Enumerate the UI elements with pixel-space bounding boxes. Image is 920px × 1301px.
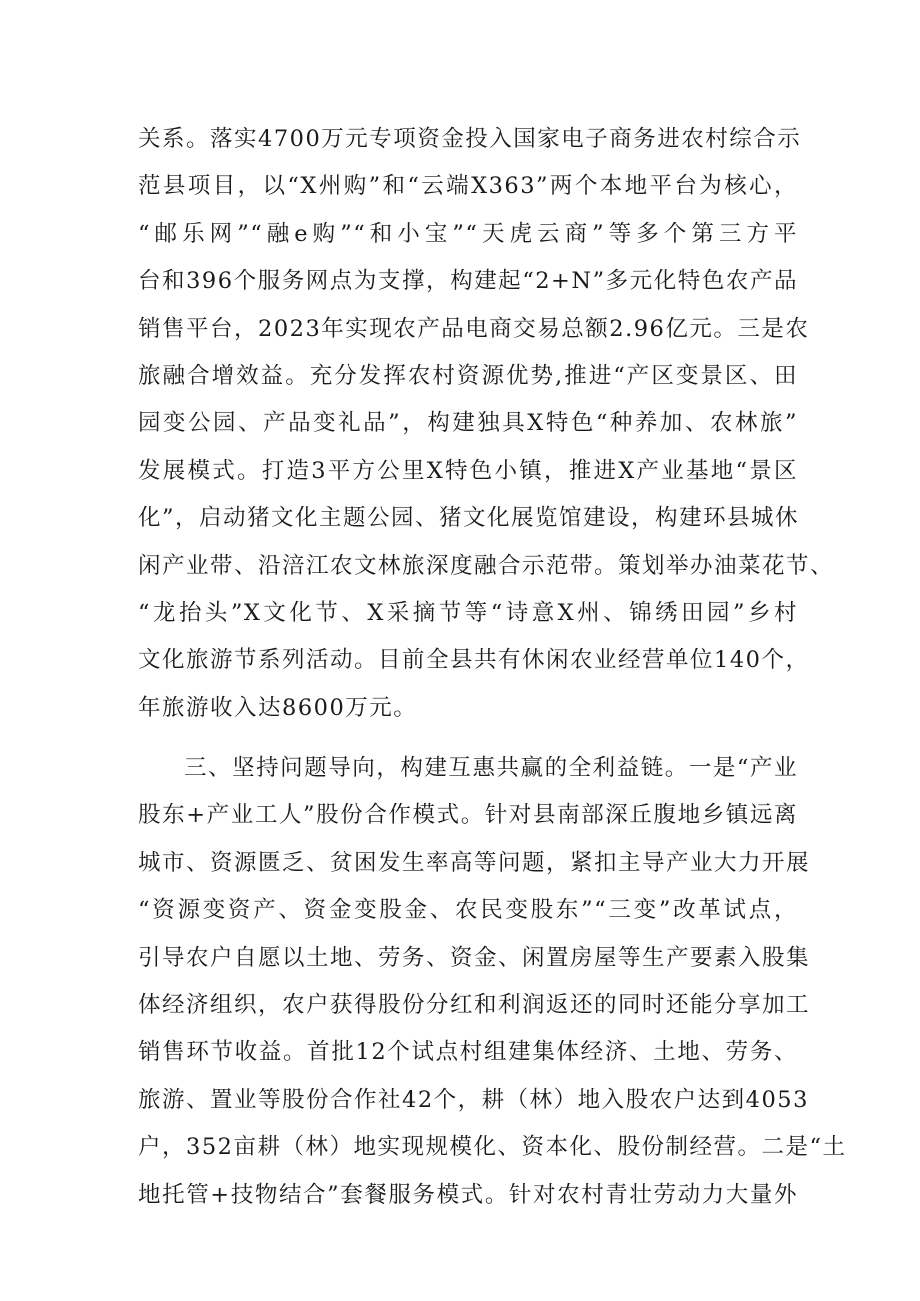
- text-line: 地托管+技物结合”套餐服务模式。针对农村青壮劳动力大量外: [138, 1181, 798, 1208]
- text-line: 年旅游收入达8600万元。: [138, 694, 418, 721]
- text-line: 引导农户自愿以土地、劳务、资金、闲置房屋等生产要素入股集: [138, 944, 811, 971]
- text-line: 园变公园、产品变礼品”，构建独具X特色“种养加、农林旅”: [138, 410, 798, 437]
- paragraph-2: [138, 745, 847, 1219]
- section-heading-line: 三、坚持问题导向，构建互惠共赢的全利益链。一是“产业: [184, 755, 798, 782]
- text-line: 户，352亩耕（林）地实现规模化、资本化、股份制经营。二是“土: [138, 1134, 847, 1161]
- text-line: 股东+产业工人”股份合作模式。针对县南部深丘腹地乡镇远离: [138, 802, 798, 829]
- text-line: 销售环节收益。首批12个试点村组建集体经济、土地、劳务、: [138, 1039, 798, 1066]
- text-line: 发展模式。打造3平方公里X特色小镇，推进X产业基地“景区: [138, 457, 798, 484]
- text-line: 关系。落实4700万元专项资金投入国家电子商务进农村综合示: [138, 126, 802, 152]
- text-line: “龙抬头”X文化节、X采摘节等“诗意X州、锦绣田园”乡村: [138, 599, 798, 626]
- paragraph-spacer: [138, 732, 798, 745]
- text-line: 化”，启动猪文化主题公园、猪文化展览馆建设，构建环县城休: [138, 505, 800, 532]
- text-line: “邮乐网”“融e购”“和小宝”“天虎云商”等多个第三方平: [138, 220, 798, 247]
- text-line: 体经济组织，农户获得股份分红和利润返还的同时还能分享加工: [138, 992, 811, 1019]
- text-line: 旅融合增效益。充分发挥农村资源优势,推进“产区变景区、田: [138, 362, 798, 389]
- text-line: 销售平台，2023年实现农产品电商交易总额2.96亿元。三是农: [138, 315, 810, 342]
- text-line: 文化旅游节系列活动。目前全县共有休闲农业经营单位140个，: [138, 647, 810, 674]
- text-line: “资源变资产、资金变股金、农民变股东”“三变”改革试点，: [138, 897, 798, 924]
- text-line: 范县项目，以“X州购”和“云端X363”两个本地平台为核心，: [138, 173, 798, 200]
- text-line: 闲产业带、沿涪江农文林旅深度融合示范带。策划举办油菜花节、: [138, 552, 835, 579]
- text-line: 城市、资源匮乏、贫困发生率高等问题，紧扣主导产业大力开展: [138, 849, 811, 876]
- text-line: 台和396个服务网点为支撑，构建起“2+N”多元化特色农产品: [138, 268, 798, 295]
- text-line: 旅游、置业等股份合作社42个，耕（林）地入股农户达到4053: [138, 1086, 809, 1113]
- document-page: [138, 116, 847, 1219]
- paragraph-1: [138, 116, 835, 732]
